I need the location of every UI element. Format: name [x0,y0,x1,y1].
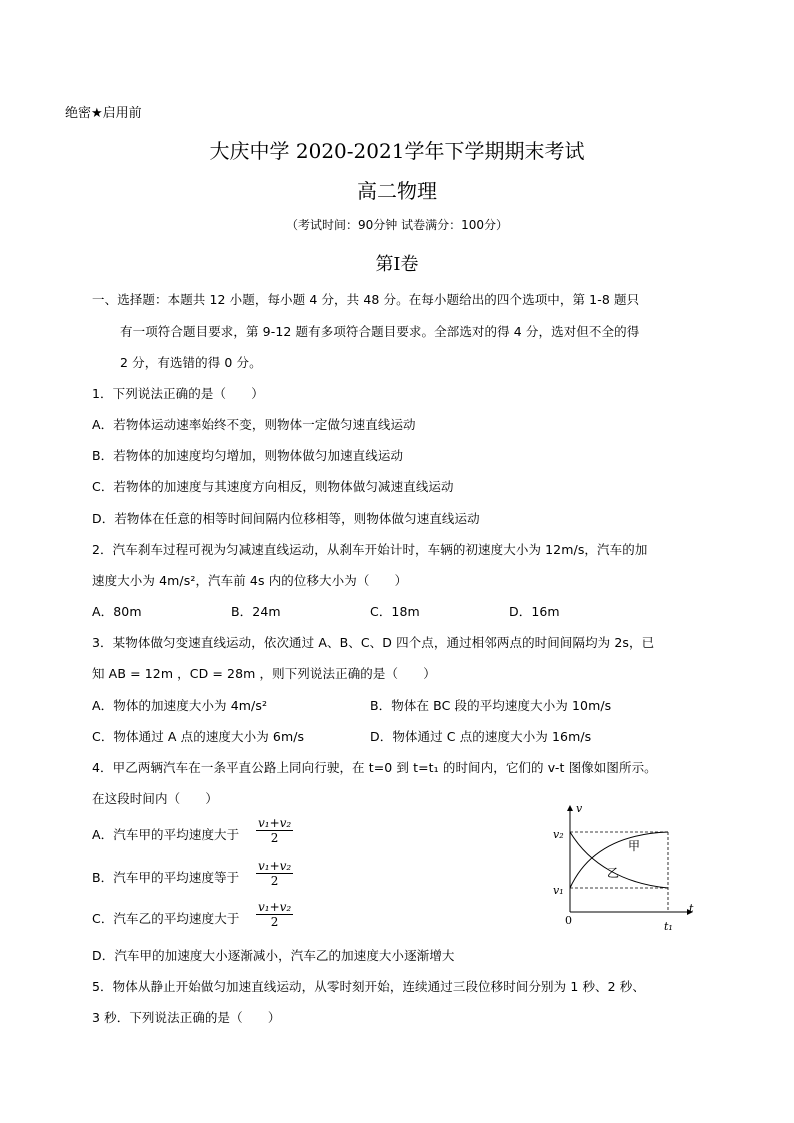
volume-title: 第Ⅰ卷 [375,254,419,275]
q4-stem-line1: 4．甲乙两辆汽车在一条平直公路上同向行驶，在 t=0 到 t=t₁ 的时间内，它们的 v-t 图像如图所示。 [92,760,657,775]
q1-option-a: A．若物体运动速率始终不变，则物体一定做匀速直线运动 [92,417,416,432]
q2-stem-line1: 2．汽车刹车过程可视为匀减速直线运动，从刹车开始计时，车辆的初速度大小为 12m/s，汽车的加 [92,542,648,557]
section-instructions-line3: 2 分，有选错的得 0 分。 [120,355,262,370]
q4-option-c: C．汽车乙的平均速度大于 [92,911,240,926]
fraction-denominator: 2 [270,915,279,929]
subject-title: 高二物理 [357,179,437,203]
fraction-denominator: 2 [270,874,279,888]
q4-option-d: D．汽车甲的加速度大小逐渐减小，汽车乙的加速度大小逐渐增大 [92,948,455,963]
q2-option-b: B．24m [231,604,281,619]
q2-option-d: D．16m [509,604,560,619]
q1-stem: 1．下列说法正确的是（ ） [92,386,264,401]
v1-label: v₁ [553,884,564,897]
q4-option-a-fraction [256,816,293,845]
q4-stem-line2: 在这段时间内（ ） [92,791,219,806]
section-instructions-line1: 一、选择题：本题共 12 小题，每小题 4 分，共 48 分。在每小题给出的四个选项中，第 1-8 题只 [92,292,640,307]
t-axis-label: t [689,902,694,915]
q2-option-a: A．80m [92,604,142,619]
exam-meta: （考试时间：90分钟 试卷满分：100分） [286,218,508,232]
q4-option-c-fraction [256,900,293,929]
q3-option-b: B．物体在 BC 段的平均速度大小为 10m/s [370,698,612,713]
q3-stem-line1: 3．某物体做匀变速直线运动，依次通过 A、B、C、D 四个点，通过相邻两点的时间间隔均为 2s，已 [92,635,655,650]
q3-option-c: C．物体通过 A 点的速度大小为 6m/s [92,729,305,744]
q4-option-a: A．汽车甲的平均速度大于 [92,827,240,842]
fraction-numerator: v₁+v₂ [258,859,292,873]
q4-option-b: B．汽车甲的平均速度等于 [92,870,240,885]
fraction-numerator: v₁+v₂ [258,900,292,914]
q3-stem-line2: 知 AB = 12m ，CD = 28m ，则下列说法正确的是（ ） [92,666,436,681]
q3-option-a: A．物体的加速度大小为 4m/s² [92,698,268,713]
t1-label: t₁ [664,920,673,933]
q2-stem-line2: 速度大小为 4m/s²，汽车前 4s 内的位移大小为（ ） [92,573,408,588]
origin-label: 0 [565,914,572,927]
section-instructions-line2: 有一项符合题目要求，第 9-12 题有多项符合题目要求。全部选对的得 4 分，选对但不全的得 [120,324,640,339]
v2-label: v₂ [553,828,564,841]
q5-stem-line2: 3 秒．下列说法正确的是（ ） [92,1010,281,1025]
yi-label: 乙 [607,866,620,880]
v-axis-label: v [576,802,583,815]
q3-option-d: D．物体通过 C 点的速度大小为 16m/s [370,729,592,744]
jia-label: 甲 [628,839,641,853]
exam-title: 大庆中学 2020-2021学年下学期期末考试 [209,139,585,163]
q1-option-d: D．若物体在任意的相等时间间隔内位移相等，则物体做匀速直线运动 [92,511,480,526]
vt-graph [550,800,700,935]
confidential-label: 绝密★启用前 [65,106,142,121]
q1-option-b: B．若物体的加速度均匀增加，则物体做匀加速直线运动 [92,448,404,463]
fraction-numerator: v₁+v₂ [258,816,292,830]
q2-option-c: C．18m [370,604,420,619]
q1-option-c: C．若物体的加速度与其速度方向相反，则物体做匀减速直线运动 [92,479,454,494]
fraction-denominator: 2 [270,831,279,845]
q5-stem-line1: 5．物体从静止开始做匀加速直线运动，从零时刻开始，连续通过三段位移时间分别为 1 秒、2 秒、 [92,979,645,994]
q4-option-b-fraction [256,859,293,888]
